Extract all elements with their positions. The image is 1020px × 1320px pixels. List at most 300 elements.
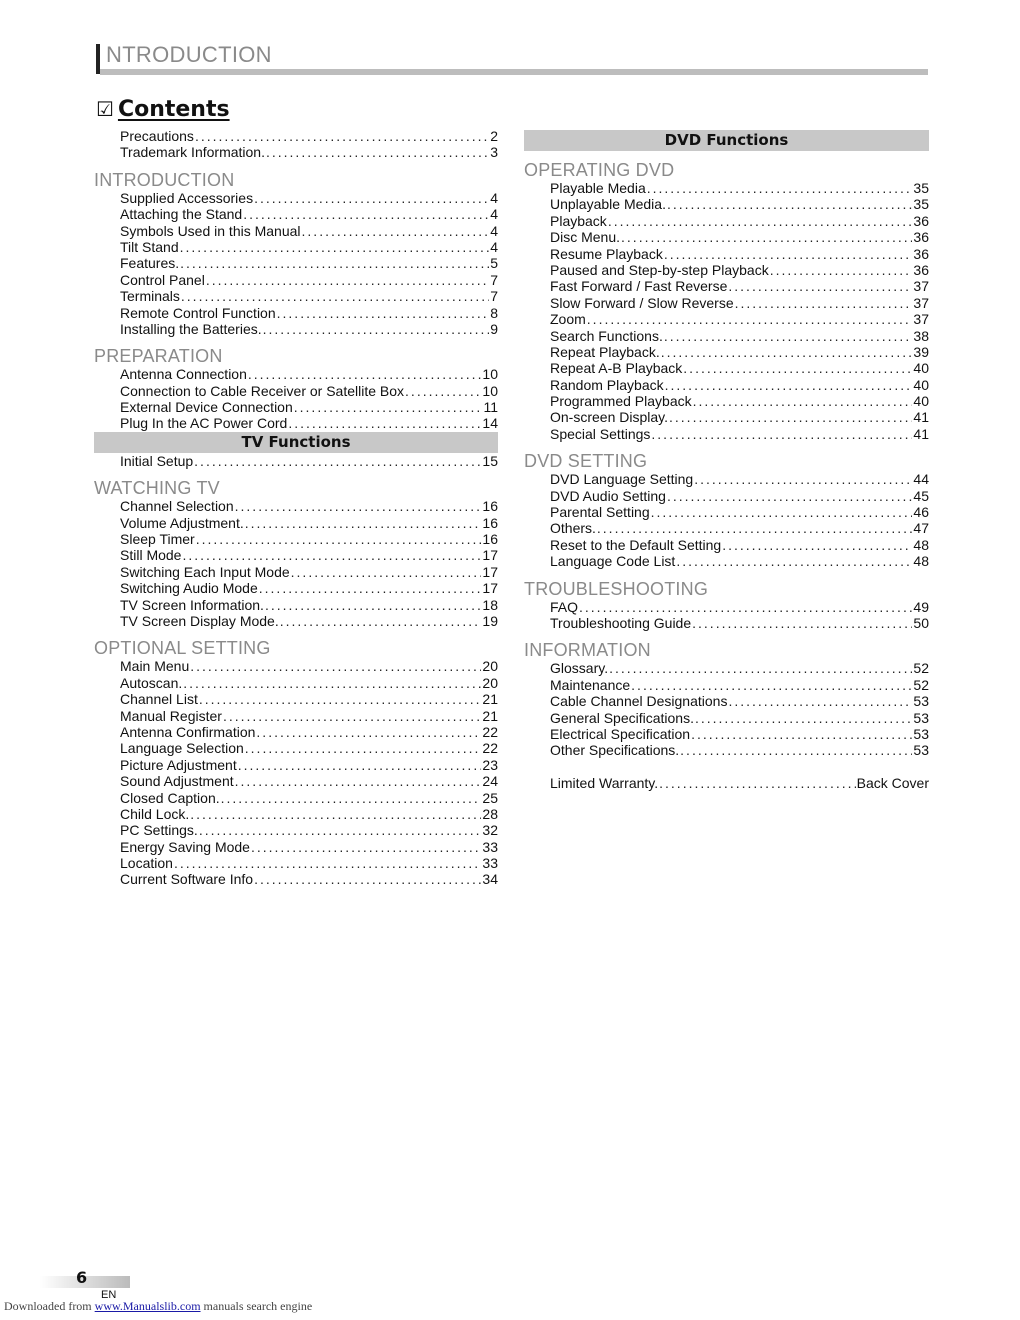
toc-entry-page: Back Cover [856, 774, 929, 791]
toc-entry-page: 17 [482, 547, 498, 564]
toc-entry-label: Maintenance [550, 676, 631, 693]
toc-entry[interactable] [524, 599, 929, 615]
toc-entry[interactable] [524, 360, 929, 376]
dot-leader [254, 190, 489, 206]
section-heading: OPERATING DVD [524, 160, 675, 180]
toc-entry[interactable] [94, 144, 498, 160]
spacer [524, 759, 929, 775]
toc-entry[interactable] [94, 597, 498, 613]
toc-entry-page: 35 [913, 196, 929, 213]
toc-entry[interactable] [94, 757, 498, 773]
toc-entry-label: Random Playback [550, 376, 664, 393]
toc-entry[interactable] [524, 246, 929, 262]
toc-entry-page: 22 [482, 723, 498, 740]
manualslib-link[interactable]: www.Manualslib.com [94, 1299, 201, 1313]
toc-entry-page: 47 [913, 520, 929, 537]
toc-entry-page: 37 [913, 311, 929, 328]
toc-entry-label: DVD Language Setting [550, 471, 694, 488]
toc-entry[interactable] [524, 615, 929, 631]
toc-entry-label: Special Settings [550, 425, 651, 442]
toc-entry-label: Search Functions. [550, 327, 663, 344]
toc-entry[interactable] [524, 377, 929, 393]
toc-entry-label: On-screen Display. [550, 409, 669, 426]
toc-entry-label: Autoscan. [120, 674, 183, 691]
dot-leader [770, 262, 913, 278]
toc-entry[interactable] [94, 691, 498, 707]
toc-entry-label: Others. [550, 520, 596, 537]
toc-entry-label: Channel List [120, 691, 198, 708]
toc-entry-page: 36 [913, 261, 929, 278]
dot-leader [661, 344, 913, 360]
toc-entry-label: Manual Register [120, 707, 222, 724]
dot-leader [266, 144, 489, 160]
toc-entry[interactable] [524, 504, 929, 520]
dot-leader [302, 223, 490, 239]
toc-entry[interactable] [94, 383, 498, 399]
toc-entry-page: 49 [913, 598, 929, 615]
section-band: DVD Functions [524, 130, 929, 151]
dot-leader [664, 246, 913, 262]
toc-entry-page: 16 [482, 514, 498, 531]
toc-entry-label: Symbols Used in this Manual [120, 222, 301, 239]
toc-entry-label: Electrical Specification [550, 725, 691, 742]
toc-entry[interactable] [94, 658, 498, 674]
dot-leader [288, 415, 481, 431]
dot-leader [180, 239, 490, 255]
toc-entry-page: 23 [482, 756, 498, 773]
toc-entry-label: Tilt Stand [120, 238, 179, 255]
toc-entry-page: 17 [482, 580, 498, 597]
toc-entry-label: Sound Adjustment [120, 773, 234, 790]
toc-entry-page: 21 [482, 707, 498, 724]
toc-entry-label: Location [120, 855, 173, 872]
dot-leader [735, 295, 913, 311]
toc-entry-label: Trademark Information. [120, 144, 265, 161]
section-heading: OPTIONAL SETTING [94, 638, 271, 659]
dot-leader [235, 498, 482, 514]
dot-leader [254, 871, 481, 887]
toc-entry-label: PC Settings. [120, 822, 198, 839]
toc-entry[interactable] [94, 740, 498, 756]
toc-entry-label: General Specifications. [550, 709, 694, 726]
toc-entry-label: Closed Caption. [120, 789, 220, 806]
dot-leader [263, 321, 490, 337]
toc-entry-page: 53 [913, 693, 929, 710]
dot-leader [294, 399, 483, 415]
toc-entry[interactable] [524, 409, 929, 425]
toc-entry-page: 36 [913, 229, 929, 246]
toc-entry-label: Supplied Accessories [120, 189, 254, 206]
toc-entry-label: Initial Setup [120, 452, 194, 469]
toc-entry-page: 34 [482, 871, 498, 888]
toc-entry-label: Resume Playback [550, 245, 663, 262]
toc-entry-page: 28 [482, 805, 498, 822]
dot-leader [265, 597, 481, 613]
dot-leader [651, 426, 912, 442]
toc-entry-page: 3 [490, 144, 498, 161]
toc-entry-page: 48 [913, 536, 929, 553]
toc-entry-label: Current Software Info [120, 871, 254, 888]
toc-entry[interactable] [94, 871, 498, 887]
toc-entry-label: Features. [120, 255, 180, 272]
contents-heading [96, 97, 230, 122]
toc-entry-page: 41 [913, 425, 929, 442]
toc-entry[interactable] [524, 537, 929, 553]
toc-entry-label: Main Menu [120, 658, 190, 675]
toc-entry-page: 24 [482, 773, 498, 790]
toc-entry[interactable] [94, 708, 498, 724]
toc-entry[interactable] [94, 453, 498, 469]
toc-entry-page: 48 [913, 553, 929, 570]
toc-entry[interactable] [524, 196, 929, 212]
toc-entry-page: 21 [482, 691, 498, 708]
toc-entry-page: 10 [482, 382, 498, 399]
toc-entry-label: Attaching the Stand [120, 206, 243, 223]
download-suffix: manuals search engine [203, 1299, 313, 1313]
dot-leader [251, 839, 481, 855]
toc-entry-page: 14 [482, 415, 498, 432]
toc-entry-page: 4 [490, 206, 498, 223]
toc-entry[interactable] [524, 393, 929, 409]
toc-entry-label: Repeat A-B Playback [550, 360, 683, 377]
toc-entry[interactable] [94, 580, 498, 596]
dot-leader [693, 393, 913, 409]
toc-entry-label: Picture Adjustment [120, 756, 237, 773]
toc-entry-label: Repeat Playback. [550, 343, 660, 360]
toc-entry[interactable] [524, 553, 929, 569]
toc-entry-page: 10 [482, 366, 498, 383]
toc-entry[interactable] [524, 693, 929, 709]
toc-entry[interactable] [94, 288, 498, 304]
toc-entry-page: 50 [913, 614, 929, 631]
toc-entry-label: Glossary. [550, 660, 609, 677]
dot-leader [647, 180, 913, 196]
dot-leader [651, 504, 913, 520]
toc-entry-page: 5 [490, 255, 498, 272]
toc-entry-page: 44 [913, 471, 929, 488]
section-heading: INTRODUCTION [94, 169, 235, 190]
toc-entry[interactable] [94, 366, 498, 382]
dot-leader [667, 488, 912, 504]
section-heading: WATCHING TV [94, 478, 220, 499]
toc-entry[interactable] [524, 520, 929, 536]
toc-entry[interactable] [94, 531, 498, 547]
toc-entry-label: Limited Warranty. [550, 774, 659, 791]
toc-entry-label: Reset to the Default Setting [550, 536, 722, 553]
toc-entry-page: 52 [913, 660, 929, 677]
toc-entry-page: 4 [490, 189, 498, 206]
toc-entry[interactable] [94, 724, 498, 740]
dot-leader [245, 515, 482, 531]
dot-leader [280, 613, 482, 629]
toc-entry[interactable] [524, 426, 929, 442]
toc-entry-page: 8 [490, 304, 498, 321]
dot-leader [235, 773, 482, 789]
toc-entry[interactable] [94, 223, 498, 239]
toc-entry-label: Playback [550, 212, 607, 229]
dot-leader [243, 206, 489, 222]
dot-leader [597, 520, 913, 536]
toc-entry-label: Disc Menu. [550, 229, 621, 246]
toc-entry[interactable] [94, 564, 498, 580]
toc-entry[interactable] [524, 488, 929, 504]
toc-entry-label: Language Selection [120, 740, 244, 757]
toc-entry-page: 38 [913, 327, 929, 344]
toc-entry-page: 25 [482, 789, 498, 806]
toc-entry-label: Volume Adjustment. [120, 514, 244, 531]
toc-entry[interactable] [94, 547, 498, 563]
dot-leader [248, 366, 482, 382]
dot-leader [664, 328, 913, 344]
toc-entry-label: TV Screen Display Mode. [120, 612, 279, 629]
toc-entry-page: 40 [913, 393, 929, 410]
checkbox-icon: ☑ [96, 97, 114, 121]
dot-leader [190, 806, 481, 822]
toc-entry[interactable] [524, 311, 929, 327]
toc-entry-label: Switching Each Input Mode [120, 563, 290, 580]
toc-entry-label: Cable Channel Designations [550, 693, 728, 710]
toc-entry[interactable] [524, 278, 929, 294]
toc-entry-page: 7 [490, 271, 498, 288]
dot-leader [206, 272, 489, 288]
toc-entry[interactable] [94, 255, 498, 271]
header-title: NTRODUCTION [106, 42, 272, 67]
dot-leader [722, 537, 912, 553]
toc-entry[interactable] [94, 515, 498, 531]
toc-entry-page: 4 [490, 222, 498, 239]
toc-entry-page: 41 [913, 409, 929, 426]
toc-entry-label: Antenna Confirmation [120, 723, 256, 740]
toc-entry-label: Energy Saving Mode [120, 838, 250, 855]
dot-leader [199, 691, 482, 707]
toc-entry-page: 15 [482, 452, 498, 469]
toc-entry-label: Terminals [120, 288, 180, 305]
dot-leader [695, 710, 912, 726]
download-prefix: Downloaded from [4, 1299, 92, 1313]
toc-entry-page: 46 [913, 504, 929, 521]
dot-leader [199, 822, 482, 838]
dot-leader [609, 660, 912, 676]
toc-entry-page: 7 [490, 288, 498, 305]
toc-entry[interactable] [94, 321, 498, 337]
toc-entry[interactable] [524, 775, 929, 791]
toc-entry-page: 20 [482, 674, 498, 691]
dot-leader [659, 775, 856, 791]
toc-entry[interactable] [524, 295, 929, 311]
toc-entry[interactable] [524, 344, 929, 360]
toc-entry-page: 52 [913, 676, 929, 693]
dot-leader [631, 677, 912, 693]
section-heading: PREPARATION [94, 346, 223, 367]
toc-entry[interactable] [524, 229, 929, 245]
dot-leader [194, 453, 481, 469]
dot-leader [195, 128, 489, 144]
toc-entry[interactable] [94, 128, 498, 144]
toc-entry-page: 35 [913, 180, 929, 196]
language-code: EN [101, 1289, 117, 1301]
toc-entry-label: Fast Forward / Fast Reverse [550, 278, 728, 295]
dot-leader [182, 547, 481, 563]
dot-leader [190, 658, 481, 674]
toc-entry-label: Plug In the AC Power Cord [120, 415, 288, 432]
toc-entry-page: 2 [490, 128, 498, 144]
dot-leader [256, 724, 481, 740]
toc-entry-page: 39 [913, 343, 929, 360]
dot-leader [669, 409, 912, 425]
dot-leader [223, 708, 481, 724]
header-rule [100, 69, 928, 75]
toc-entry[interactable] [94, 498, 498, 514]
toc-entry-label: Other Specifications. [550, 742, 680, 759]
toc-entry-label: Troubleshooting Guide [550, 614, 692, 631]
toc-entry-page: 33 [482, 855, 498, 872]
dot-leader [221, 790, 482, 806]
toc-entry-page: 19 [482, 612, 498, 629]
toc-entry-label: Zoom [550, 311, 586, 328]
dot-leader [259, 580, 482, 596]
section-band: TV Functions [94, 432, 498, 453]
dot-leader [692, 615, 912, 631]
contents-title: Contents [117, 97, 230, 122]
dot-leader [680, 742, 912, 758]
toc-entry-page: 45 [913, 487, 929, 504]
toc-entry-page: 16 [482, 531, 498, 548]
download-footer [4, 1299, 312, 1314]
toc-entry-page: 20 [482, 658, 498, 675]
toc-entry-label: External Device Connection [120, 399, 293, 416]
toc-entry-page: 53 [913, 742, 929, 759]
toc-entry[interactable] [524, 677, 929, 693]
dot-leader [181, 288, 489, 304]
toc-entry-label: Programmed Playback [550, 393, 692, 410]
dot-leader [277, 305, 490, 321]
dot-leader [621, 229, 912, 245]
toc-entry-label: Child Lock. [120, 805, 190, 822]
dot-leader [180, 255, 489, 271]
toc-entry[interactable] [524, 710, 929, 726]
dot-leader [183, 675, 481, 691]
toc-entry[interactable] [94, 675, 498, 691]
toc-entry[interactable] [524, 726, 929, 742]
dot-leader [728, 278, 912, 294]
toc-right-column [524, 130, 929, 791]
toc-entry[interactable] [94, 272, 498, 288]
toc-entry[interactable] [94, 790, 498, 806]
dot-leader [683, 360, 912, 376]
dot-leader [728, 693, 912, 709]
dot-leader [694, 471, 912, 487]
toc-entry-label: Parental Setting [550, 504, 650, 521]
dot-leader [238, 757, 482, 773]
dot-leader [667, 196, 912, 212]
dot-leader [665, 377, 913, 393]
toc-entry[interactable] [524, 660, 929, 676]
toc-entry[interactable] [94, 839, 498, 855]
dot-leader [691, 726, 912, 742]
toc-entry-label: Switching Audio Mode [120, 580, 258, 597]
toc-entry[interactable] [94, 399, 498, 415]
dot-leader [291, 564, 482, 580]
toc-entry[interactable] [94, 239, 498, 255]
toc-entry-page: 53 [913, 709, 929, 726]
dot-leader [174, 855, 481, 871]
toc-entry-label: Precautions [120, 128, 194, 144]
toc-entry-page: 40 [913, 360, 929, 377]
dot-leader [405, 383, 481, 399]
toc-entry-page: 4 [490, 238, 498, 255]
toc-entry-page: 36 [913, 212, 929, 229]
toc-entry-label: Control Panel [120, 271, 205, 288]
toc-entry-label: Sleep Timer [120, 531, 195, 548]
toc-entry-page: 53 [913, 725, 929, 742]
page-number: 6 [76, 1268, 88, 1287]
dot-leader [608, 213, 913, 229]
dot-leader [245, 740, 482, 756]
toc-entry-page: 33 [482, 838, 498, 855]
toc-left-column [94, 128, 498, 888]
toc-entry[interactable] [524, 262, 929, 278]
toc-entry-page: 32 [482, 822, 498, 839]
toc-entry[interactable] [524, 471, 929, 487]
toc-entry-label: TV Screen Information. [120, 596, 264, 613]
toc-entry[interactable] [94, 855, 498, 871]
toc-entry-page: 9 [490, 320, 498, 337]
toc-entry-label: DVD Audio Setting [550, 487, 666, 504]
toc-entry-label: Antenna Connection [120, 366, 247, 383]
toc-entry-page: 36 [913, 245, 929, 262]
toc-entry-label: Unplayable Media. [550, 196, 666, 213]
toc-entry[interactable] [94, 305, 498, 321]
toc-entry-label: Still Mode [120, 547, 182, 564]
toc-entry-label: Remote Control Function [120, 304, 276, 321]
toc-entry-label: Connection to Cable Receiver or Satellite Box [120, 382, 405, 399]
section-heading: TROUBLESHOOTING [524, 578, 709, 599]
toc-entry-page: 18 [482, 596, 498, 613]
toc-entry[interactable] [94, 822, 498, 838]
toc-entry-page: 16 [482, 498, 498, 515]
toc-entry-page: 22 [482, 740, 498, 757]
toc-entry[interactable] [94, 613, 498, 629]
toc-entry-page: 37 [913, 294, 929, 311]
toc-entry[interactable] [524, 180, 929, 196]
toc-entry-label: Language Code List [550, 553, 676, 570]
toc-entry[interactable] [94, 206, 498, 222]
section-heading: INFORMATION [524, 640, 651, 661]
toc-entry-label: Playable Media [550, 180, 646, 196]
dot-leader [676, 553, 912, 569]
dot-leader [579, 599, 912, 615]
toc-entry-label: Channel Selection [120, 498, 234, 515]
toc-entry-page: 37 [913, 278, 929, 295]
dot-leader [196, 531, 482, 547]
section-heading: DVD SETTING [524, 451, 648, 472]
toc-entry[interactable] [94, 415, 498, 431]
toc-entry-label: Paused and Step-by-step Playback [550, 261, 769, 278]
toc-entry-label: Installing the Batteries. [120, 320, 262, 337]
dot-leader [587, 311, 913, 327]
toc-entry-page: 40 [913, 376, 929, 393]
toc-entry-page: 11 [483, 399, 498, 416]
toc-entry[interactable] [524, 213, 929, 229]
toc-entry[interactable] [524, 742, 929, 758]
toc-entry-label: Slow Forward / Slow Reverse [550, 294, 734, 311]
toc-entry[interactable] [524, 328, 929, 344]
toc-entry[interactable] [94, 806, 498, 822]
toc-entry-label: FAQ [550, 598, 579, 615]
toc-entry[interactable] [94, 190, 498, 206]
toc-entry-page: 17 [482, 563, 498, 580]
toc-entry[interactable] [94, 773, 498, 789]
